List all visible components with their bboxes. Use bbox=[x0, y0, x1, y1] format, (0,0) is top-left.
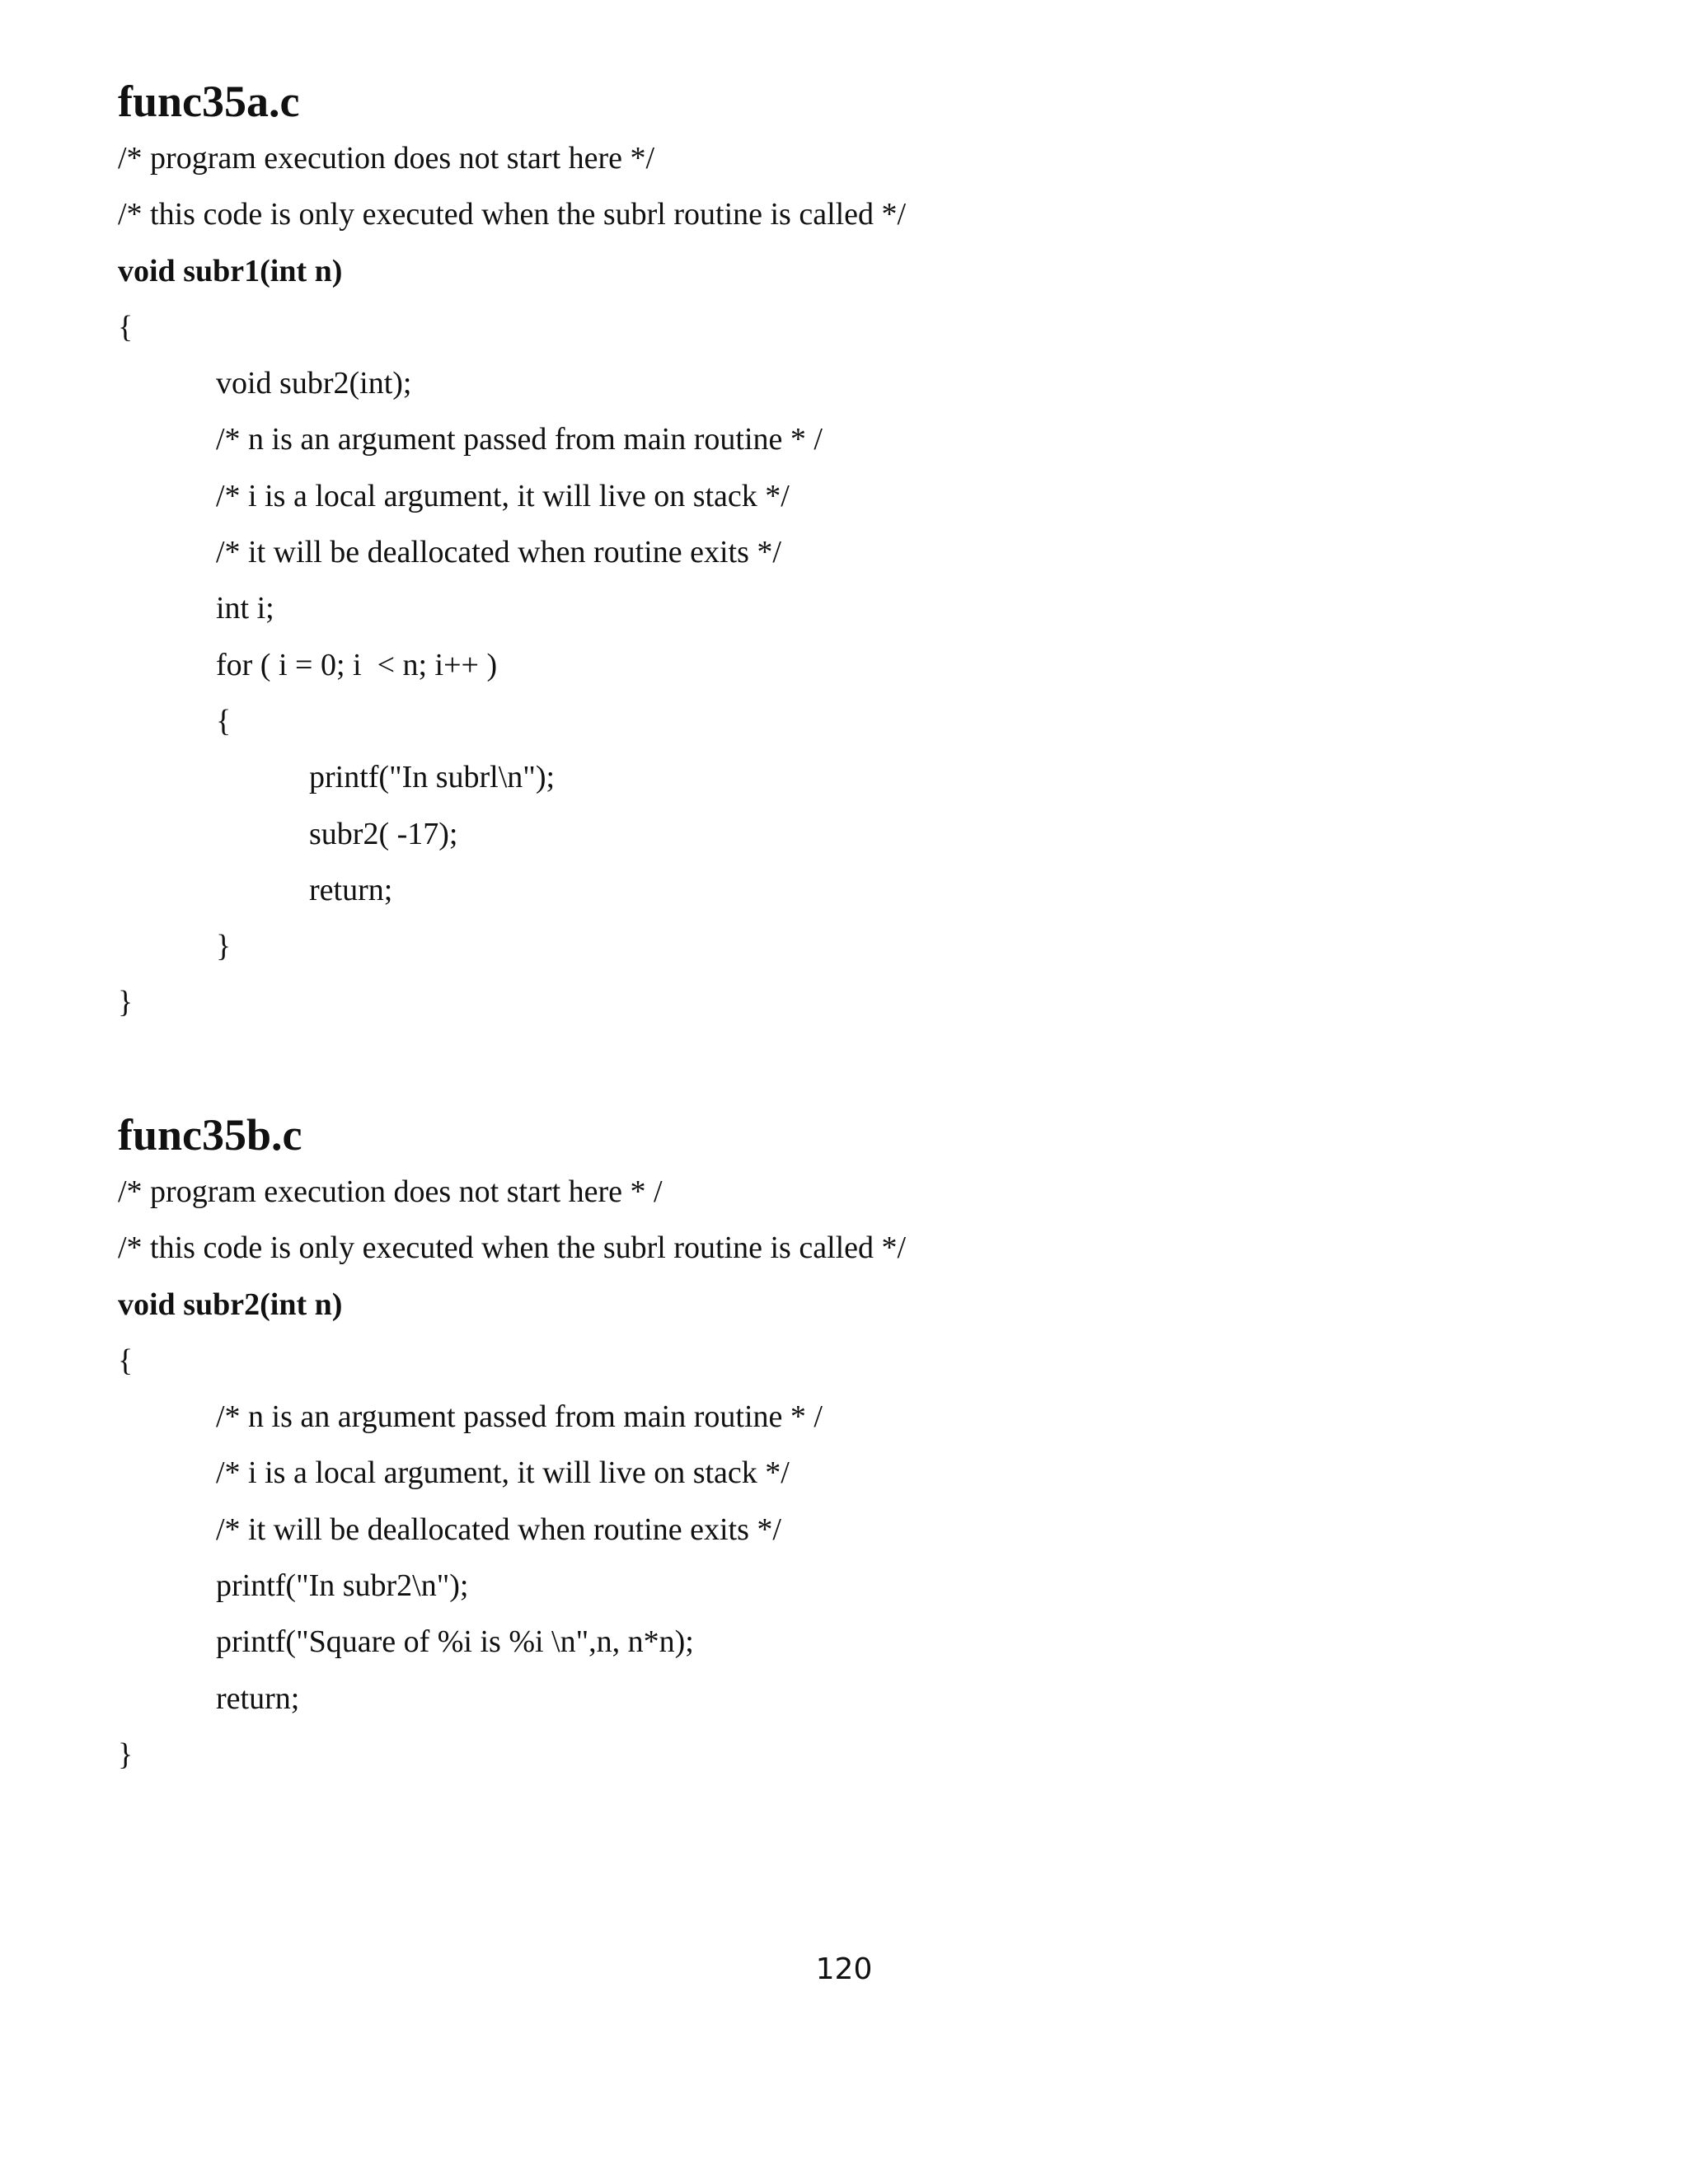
code-listing-func35b bbox=[118, 1106, 1519, 1783]
code-line: { bbox=[118, 309, 134, 344]
code-line: } bbox=[118, 1736, 134, 1772]
code-line: subr2( -17); bbox=[309, 816, 458, 851]
code-block bbox=[118, 130, 1519, 1031]
code-line: void subr1(int n) bbox=[118, 253, 343, 288]
file-title: func35a.c bbox=[118, 77, 300, 126]
code-line: /* n is an argument passed from main routine * / bbox=[216, 1399, 823, 1435]
code-line: { bbox=[118, 1343, 134, 1378]
code-line: } bbox=[118, 985, 134, 1020]
code-line: printf("In subrl\n"); bbox=[309, 760, 556, 795]
code-line: /* i is a local argument, it will live on stack */ bbox=[216, 478, 790, 513]
code-line: /* program execution does not start here */ bbox=[118, 141, 655, 176]
code-line: printf("Square of %i is %i \n",n, n*n); bbox=[216, 1624, 694, 1660]
code-line: { bbox=[216, 703, 232, 738]
code-line: for ( i = 0; i < n; i++ ) bbox=[216, 647, 498, 682]
code-line: void subr2(int); bbox=[216, 366, 412, 401]
code-line: int i; bbox=[216, 591, 274, 626]
file-title: func35b.c bbox=[118, 1110, 302, 1160]
code-line: return; bbox=[309, 872, 393, 907]
code-listing-func35a bbox=[118, 73, 1519, 1031]
code-line: void subr2(int n) bbox=[118, 1286, 343, 1322]
code-line: /* it will be deallocated when routine exits */ bbox=[216, 535, 781, 570]
code-line: return; bbox=[216, 1680, 300, 1716]
code-line: /* i is a local argument, it will live on stack */ bbox=[216, 1455, 790, 1491]
code-line: } bbox=[216, 929, 232, 964]
code-line: /* n is an argument passed from main routine * / bbox=[216, 422, 823, 457]
page-number: 120 bbox=[815, 1952, 873, 1986]
code-line: /* this code is only executed when the subrl routine is called */ bbox=[118, 197, 907, 232]
code-line: /* this code is only executed when the subrl routine is called */ bbox=[118, 1230, 907, 1266]
code-line: /* program execution does not start here * / bbox=[118, 1174, 663, 1209]
code-block bbox=[118, 1164, 1519, 1783]
code-line: /* it will be deallocated when routine exits */ bbox=[216, 1511, 781, 1547]
code-line: printf("In subr2\n"); bbox=[216, 1568, 469, 1604]
